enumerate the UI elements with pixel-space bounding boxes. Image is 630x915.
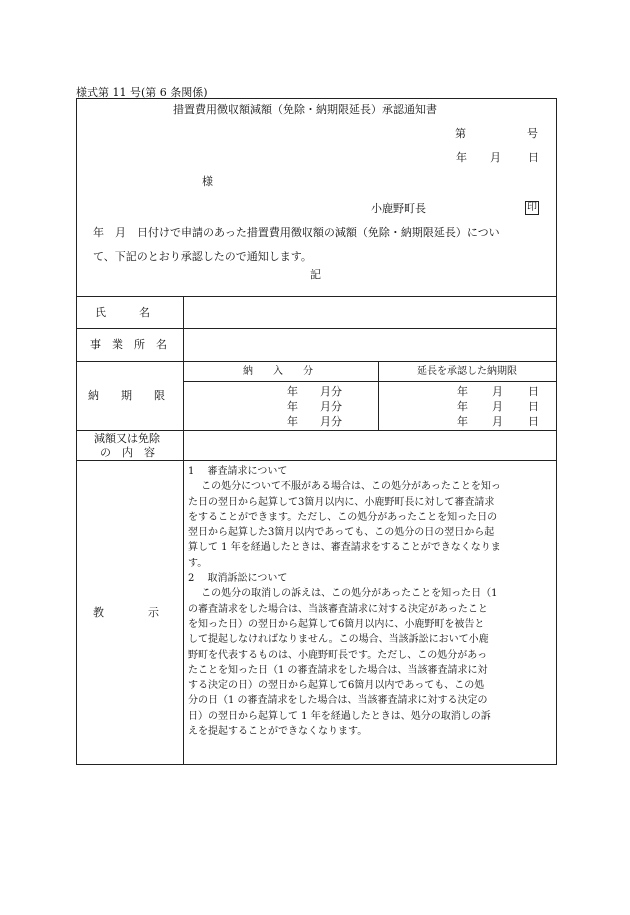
issuer-name: 小鹿野町長 [371, 202, 426, 215]
date-month: 月 [490, 151, 501, 164]
notice-line: 分の日（1 の審査請求をした場合は、当該審査請求に対する決定の [188, 695, 488, 707]
notice-line: の審査請求をした場合は、当該審査請求に対する決定があったこと [188, 603, 488, 615]
extension-year-1: 年 [457, 385, 468, 398]
payment-entry-2: 年 月分 [287, 400, 342, 413]
date-day: 日 [528, 151, 539, 164]
notice-line: 算して 1 年を経過したときは、審査請求をすることができなくなりま [188, 542, 501, 554]
notice-line: たことを知った日（1 の審査請求をした場合は、当該審査請求に対 [188, 664, 488, 676]
payment-entry-1: 年 月分 [287, 385, 342, 398]
name-label: 氏 名 [95, 306, 150, 319]
divider-deadline [76, 430, 557, 431]
divider-deadline-header [183, 381, 557, 382]
extension-month-2: 月 [492, 400, 503, 413]
deadline-column-divider [378, 361, 379, 430]
document-title: 措置費用徴収額減額（免除・納期限延長）承認通知書 [173, 103, 437, 116]
body-line-1: 年 月 日付けで申請のあった措置費用徴収額の減額（免除・納期限延長）につい [93, 226, 500, 239]
date-year: 年 [456, 151, 467, 164]
divider-reduction [76, 460, 557, 461]
label-column-divider [183, 296, 184, 765]
notice-line: して提起しなければなりません。この場合、当該訴訟において小鹿 [188, 634, 489, 646]
notice-line: 野町を代表するものは、小鹿野町長です。ただし、この処分があっ [188, 649, 488, 661]
notice-line: 1 審査請求について [188, 466, 288, 477]
reduction-label-line-2: の 内 容 [100, 446, 155, 459]
doc-number-prefix: 第 [455, 127, 466, 140]
extension-day-3: 日 [528, 415, 539, 428]
notice-label: 教 示 [93, 606, 159, 619]
divider-office [76, 361, 557, 362]
extension-day-1: 日 [528, 385, 539, 398]
notice-line: を知った日）の翌日から起算して6箇月以内に、小鹿野町を被告と [188, 618, 485, 630]
notice-line: えを提起することができなくなります。 [188, 726, 368, 738]
doc-number-suffix: 号 [527, 127, 538, 140]
notice-line: この処分について不服がある場合は、この処分があったことを知っ [188, 481, 501, 493]
extension-month-3: 月 [492, 415, 503, 428]
notice-text [188, 464, 501, 739]
extension-year-3: 年 [457, 415, 468, 428]
payment-header: 納 入 分 [243, 366, 313, 377]
notice-line: をすることができます。ただし、この処分があったことを知った日の [188, 511, 498, 523]
extension-day-2: 日 [528, 400, 539, 413]
notice-line: する決定の日）の翌日から起算して6箇月以内であっても、この処 [188, 680, 485, 692]
body-line-2: て、下記のとおり承認したので通知します。 [93, 250, 312, 263]
reduction-label-line-1: 減額又は免除 [94, 432, 160, 445]
notice-line: 翌日から起算した3箇月以内であっても、この処分の日の翌日から起 [188, 527, 495, 539]
notice-line: この処分の取消しの訴えは、この処分があったことを知った日（1 [188, 588, 498, 600]
extension-year-2: 年 [457, 400, 468, 413]
deadline-label: 納 期 限 [88, 389, 165, 402]
payment-entry-3: 年 月分 [287, 415, 342, 428]
form-number: 様式第 11 号(第 6 条関係) [76, 86, 208, 99]
notice-line: た日の翌日から起算して3箇月以内に、小鹿野町長に対して審査請求 [188, 496, 495, 508]
extension-month-1: 月 [492, 385, 503, 398]
addressee-suffix: 様 [202, 175, 213, 188]
office-label: 事 業 所 名 [90, 338, 167, 351]
divider-name [76, 328, 557, 329]
notice-line: 日）の翌日から起算して 1 年を経過したときは、処分の取消しの訴 [188, 710, 491, 722]
notice-line: 2 取消訴訟について [188, 573, 288, 585]
ki-heading: 記 [310, 268, 321, 281]
seal-mark: 印 [527, 202, 537, 213]
extension-header: 延長を承認した納期限 [417, 366, 517, 377]
notice-line: す。 [188, 557, 208, 569]
divider-header [76, 296, 557, 297]
